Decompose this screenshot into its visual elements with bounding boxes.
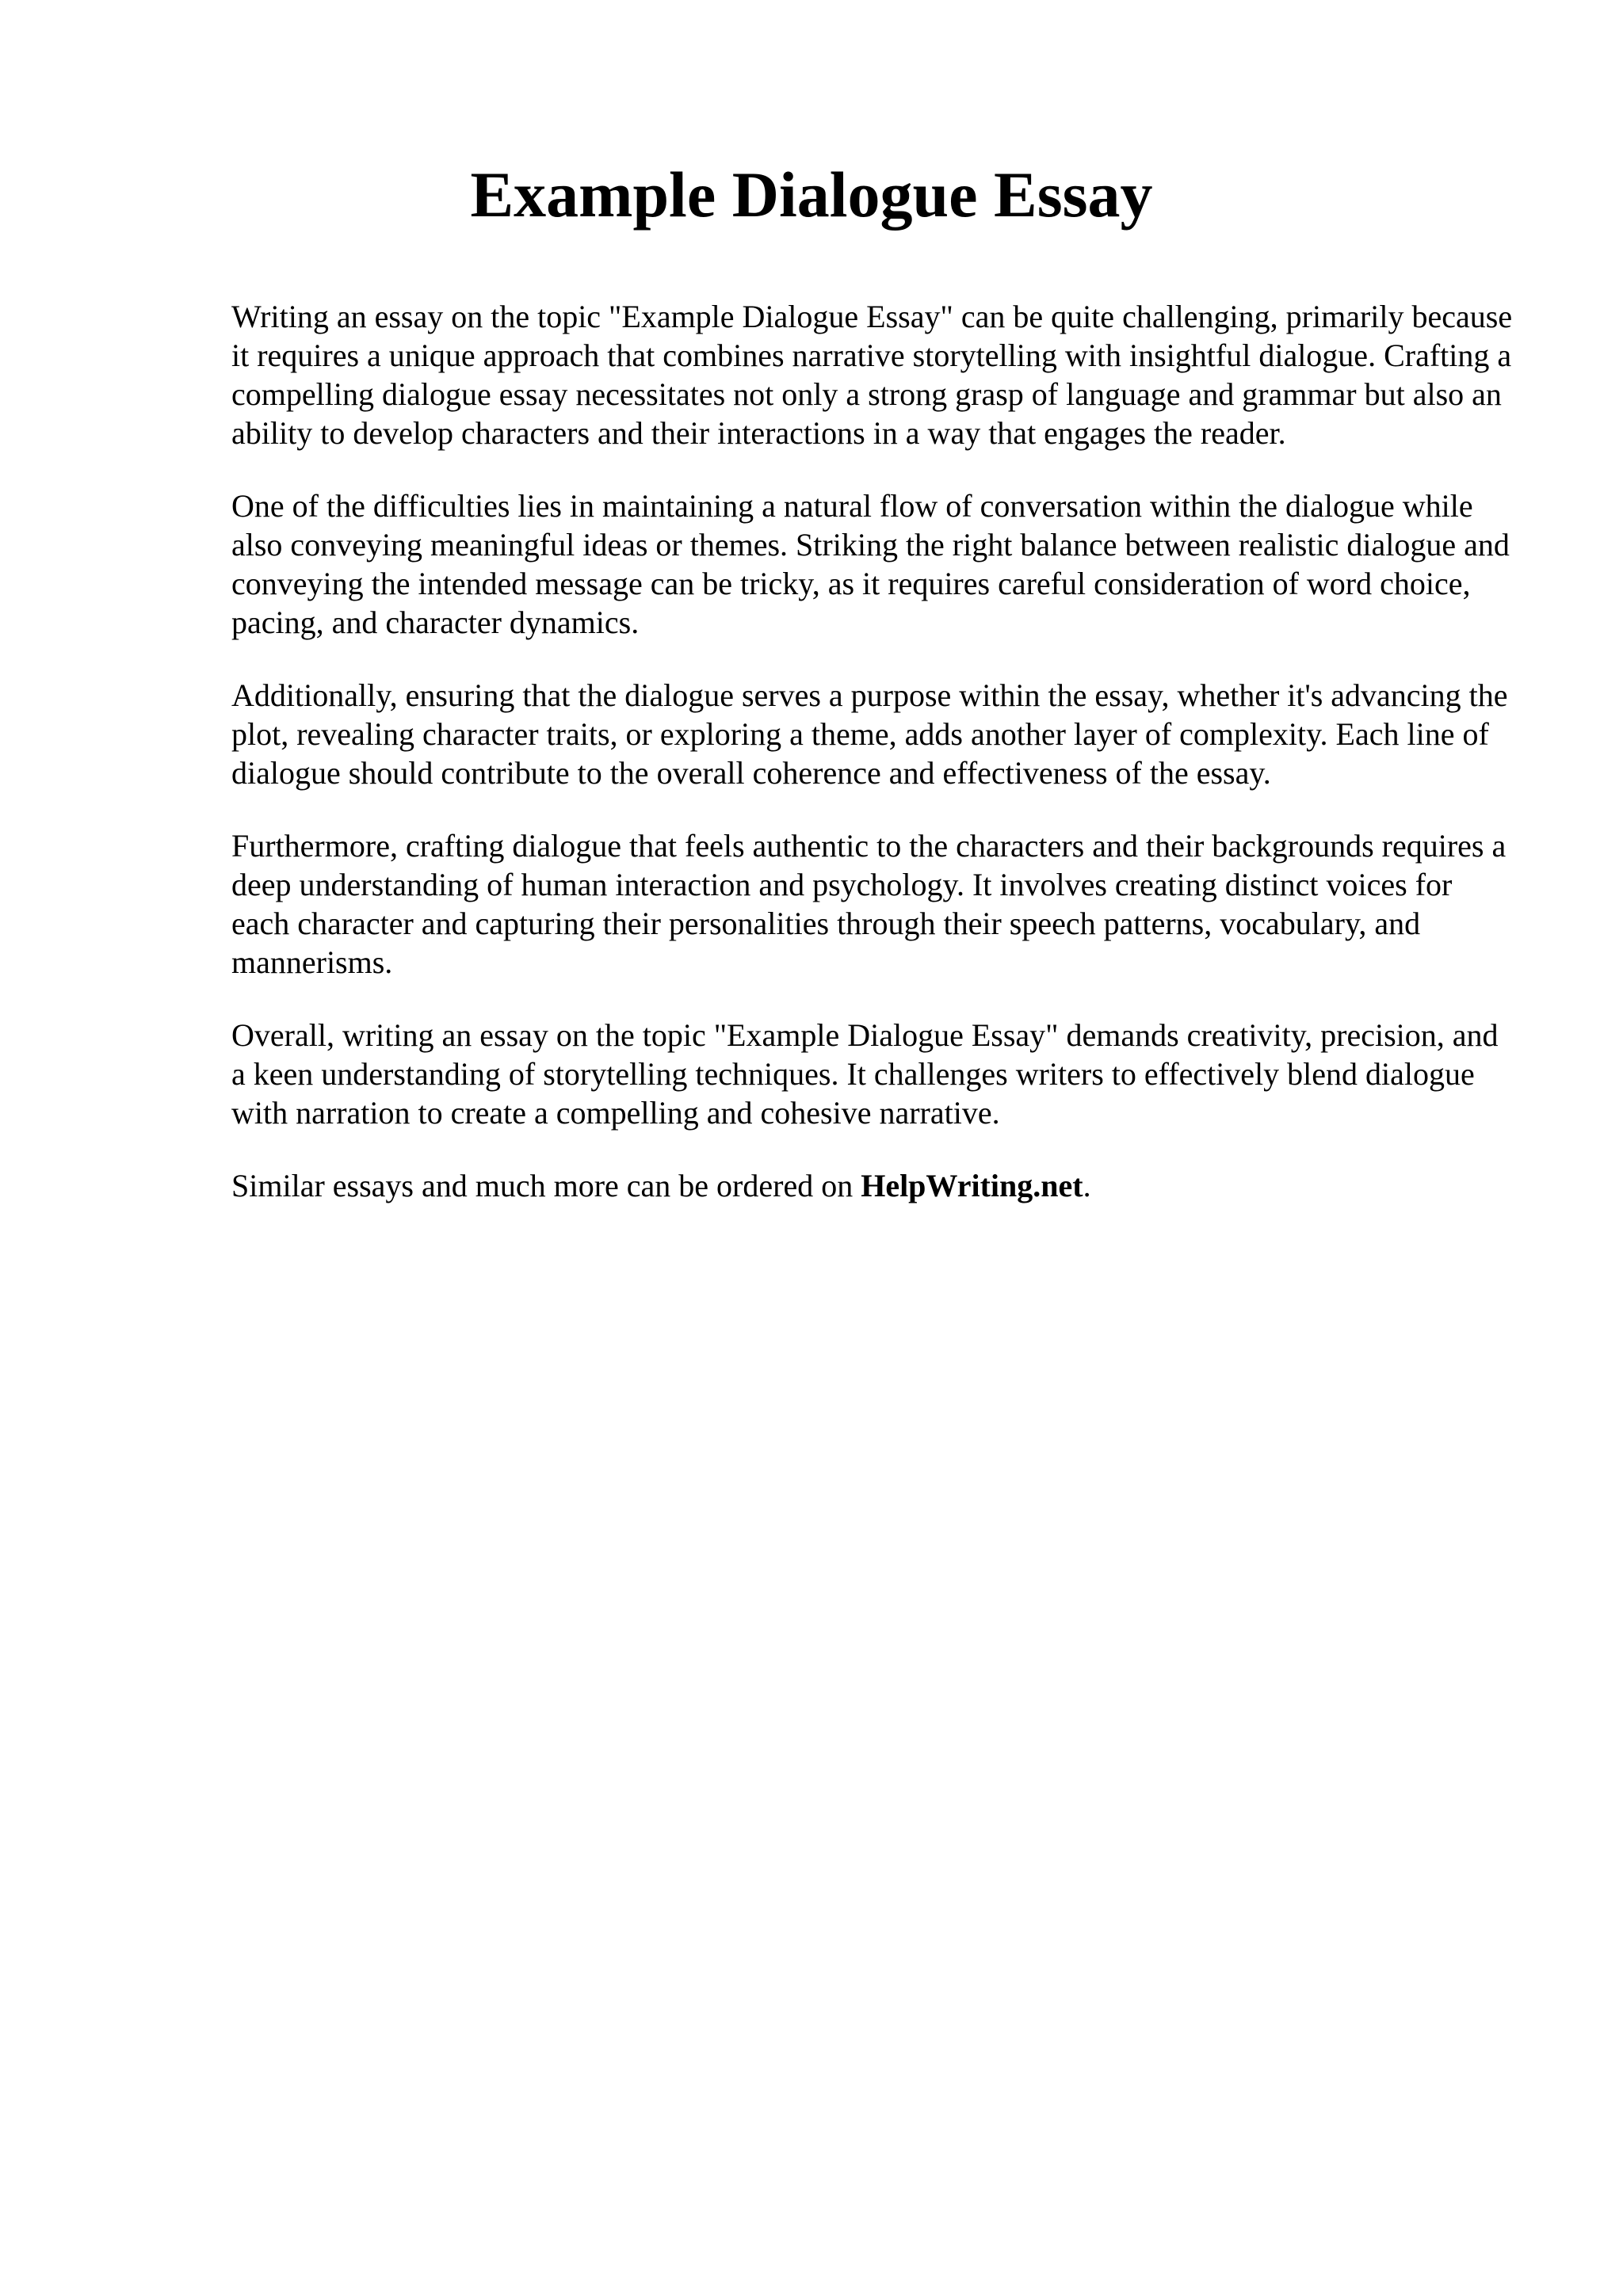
essay-body — [231, 297, 1515, 1205]
page-title: Example Dialogue Essay — [470, 158, 1153, 231]
promo-line — [231, 1166, 1515, 1205]
promo-period: . — [1083, 1168, 1091, 1203]
paragraph-1: Writing an essay on the topic "Example Dialogue Essay" can be quite challenging, primarily because it requires a unique approach that combines narrative storytelling with insightful dialogue. Crafting a compelling dialogue essay necessitates not only a strong grasp of language and grammar but also an ability to develop characters and their interactions in a way that engages the reader. — [231, 299, 1513, 451]
paragraph-5: Overall, writing an essay on the topic "Example Dialogue Essay" demands creativity, precision, and a keen understanding of storytelling techniques. It challenges writers to effectively blend dialogue with narration to create a compelling and cohesive narrative. — [231, 1017, 1499, 1131]
promo-text: Similar essays and much more can be ordered on — [231, 1168, 854, 1203]
paragraph-3: Additionally, ensuring that the dialogue serves a purpose within the essay, whether it's advancing the plot, revealing character traits, or exploring a theme, adds another layer of complexity. Each line of dialogue should contribute to the overall coherence and effectiveness of the essay. — [231, 677, 1508, 791]
brand-link[interactable]: HelpWriting.net — [861, 1168, 1083, 1203]
paragraph-2: One of the difficulties lies in maintaining a natural flow of conversation within the dialogue while also conveying meaningful ideas or themes. Striking the right balance between realistic dialogue and conveying the intended message can be tricky, as it requires careful consideration of word choice, pacing, and character dynamics. — [231, 488, 1510, 640]
paragraph-4: Furthermore, crafting dialogue that feels authentic to the characters and their backgrounds requires a deep understanding of human interaction and psychology. It involves creating distinct voices for each character and capturing their personalities through their speech patterns, vocabulary, and mannerisms. — [231, 828, 1507, 980]
